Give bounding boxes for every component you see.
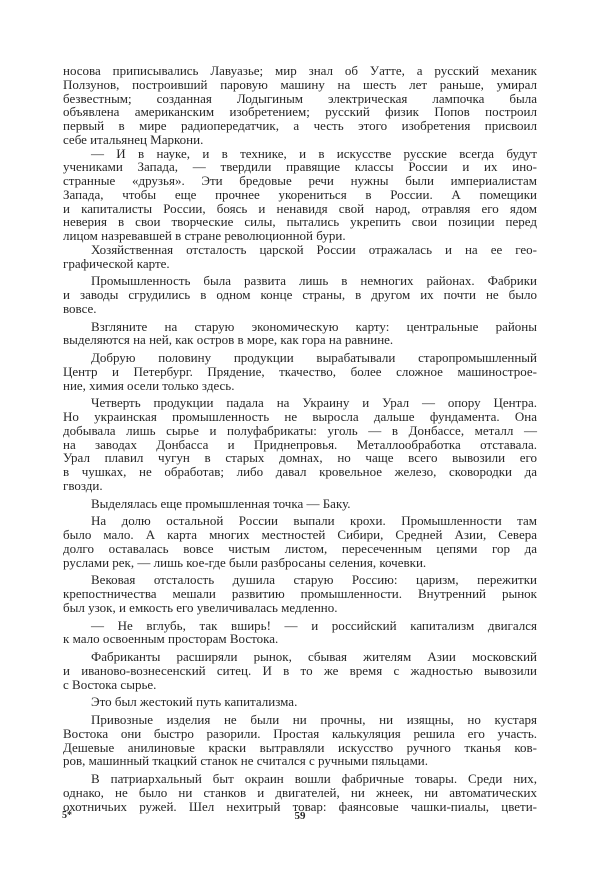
paragraph [63, 713, 537, 768]
text-line: объявлена американским изобретением; русский физик Попов построил [63, 104, 537, 120]
page-number: 59 [294, 810, 306, 822]
paragraph [63, 243, 537, 271]
text-line: носова приписывались Лавуазье; мир знал об Уатте, а русский механик [63, 63, 537, 78]
paragraph [63, 573, 537, 614]
text-line: неверия в свои творческие силы, пытались укрепить свои позиции перед [63, 214, 537, 230]
paragraph [63, 396, 537, 492]
text-line: был узок, и емкость его увеличивалась медленно. [63, 599, 338, 615]
printer-signature-mark: 5* [62, 810, 72, 821]
text-line: крепостничества мешали развитию промышленности. Внутренний рынок [63, 586, 537, 601]
text-line: на заводах Донбасса и Приднепровья. Металлообработка отставала. [63, 436, 537, 452]
text-line: гвозди. [63, 477, 103, 493]
text-line: выделяются на ней, как остров в море, как гора на равнине. [63, 332, 394, 348]
text-line: Востока они быстро разорили. Простая калькуляция решила его участь. [63, 725, 537, 741]
text-line: Взгляните на старую экономическую карту: центральные районы [91, 318, 537, 334]
paragraph [63, 320, 537, 348]
text-line: вовсе. [63, 300, 97, 316]
text-line: и заводы сгрудились в одном конце страны, в другом их почти не было [63, 287, 537, 302]
text-line: графической карте. [63, 255, 170, 271]
text-line: ров, машинный ткацкий станок не считался с ручными пяльцами. [63, 753, 428, 769]
page-body-text [63, 64, 537, 813]
text-line: руслами рек, — лишь кое-где были разбросаны селения, кочевки. [63, 554, 427, 570]
text-line: Вековая отсталость душила старую Россию: царизм, пережитки [91, 572, 537, 588]
text-line: На долю остальной России выпали крохи. Промышленности там [91, 513, 537, 529]
text-line: и иваново-вознесенский ситец. И в то же время с жадностью вывозили [63, 662, 537, 678]
text-line: себе итальянец Маркони. [63, 131, 204, 147]
text-line: Запада, чтобы еще прочнее укорениться в России. А помещики [63, 186, 537, 202]
text-line: с Востока сырье. [63, 676, 157, 692]
text-line: В патриархальный быт окраин вошли фабричные товары. Среди них, [91, 771, 537, 786]
paragraph [63, 351, 537, 392]
paragraph [63, 619, 537, 647]
text-line: странные «друзья». Эти бредовые речи нужны были империалистам [63, 173, 537, 188]
text-line: учениками Запада, — твердили правящие классы России и их ино- [63, 159, 537, 175]
text-line: в чушках, не обработав; либо давал кровельное железо, сковородки да [63, 464, 537, 479]
text-line: Но украинская промышленность не выросла дальше фундамента. Она [63, 409, 537, 424]
paragraph [63, 695, 537, 709]
text-line: первый в мире радиопередатчик, а честь этого изобретения присвоил [63, 118, 537, 133]
text-line: Центр и Петербург. Прядение, ткачество, более сложное машинострое- [63, 363, 537, 379]
text-line: Добрую половину продукции вырабатывали старопромышленный [91, 350, 537, 365]
text-line: лицом назревавшей в стране революционной бури. [63, 228, 346, 243]
text-line: безвестным; созданная Лодыгиным электрическая лампочка была [63, 90, 537, 106]
paragraph [63, 274, 537, 315]
paragraph [63, 497, 537, 511]
text-line: к мало освоенным просторам Востока. [63, 631, 279, 647]
text-line: и капиталисты России, боясь и ненавидя свой народ, отравляя его ядом [63, 200, 537, 216]
paragraph [63, 772, 537, 813]
text-line: Ползунов, построивший паровую машину на шесть лет раньше, умирал [63, 76, 537, 92]
text-line: долго оставалась вовсе чистым листом, пересеченным цепями гор да [63, 540, 537, 556]
text-line: — И в науке, и в технике, и в искусстве русские всегда будут [91, 145, 537, 161]
text-line: Урал плавил чугун в старых домнах, но чаще всего вывозили его [63, 450, 537, 466]
text-line: — Не вглубь, так вширь! — и российский капитализм двигался [91, 617, 537, 633]
text-line: Четверть продукции падала на Украину и Урал — опору Центра. [91, 395, 537, 411]
text-line: охотничьих ружей. Шел нехитрый товар: фаянсовые чашки-пиалы, цвети- [63, 798, 537, 814]
text-line: Промышленность была развита лишь в немногих районах. Фабрики [91, 273, 537, 289]
text-line: однако, не было ни станков и двигателей, ни жнеек, ни автоматических [63, 784, 537, 800]
paragraph [63, 147, 537, 243]
text-line: Это был жестокий путь капитализма. [91, 694, 298, 710]
text-line: Фабриканты расширяли рынок, сбывая жителям Азии московский [91, 649, 537, 664]
text-line: Выделялась еще промышленная точка — Баку. [91, 495, 351, 511]
paragraph [63, 64, 537, 147]
paragraph [63, 650, 537, 691]
paragraph [63, 514, 537, 569]
text-line: Хозяйственная отсталость царской России отражалась и на ее гео- [91, 241, 537, 257]
text-line: Привозные изделия не были ни прочны, ни изящны, но кустаря [91, 712, 537, 727]
text-line: добывала лишь сырье и полуфабрикаты: уголь — в Донбассе, металл — [63, 422, 537, 438]
text-line: было мало. А карта многих местностей Сибири, Средней Азии, Севера [63, 527, 537, 542]
text-line: ние, химия осели только здесь. [63, 377, 235, 393]
text-line: Дешевые анилиновые краски вытравляли искусство ручного тканья ков- [63, 739, 537, 755]
